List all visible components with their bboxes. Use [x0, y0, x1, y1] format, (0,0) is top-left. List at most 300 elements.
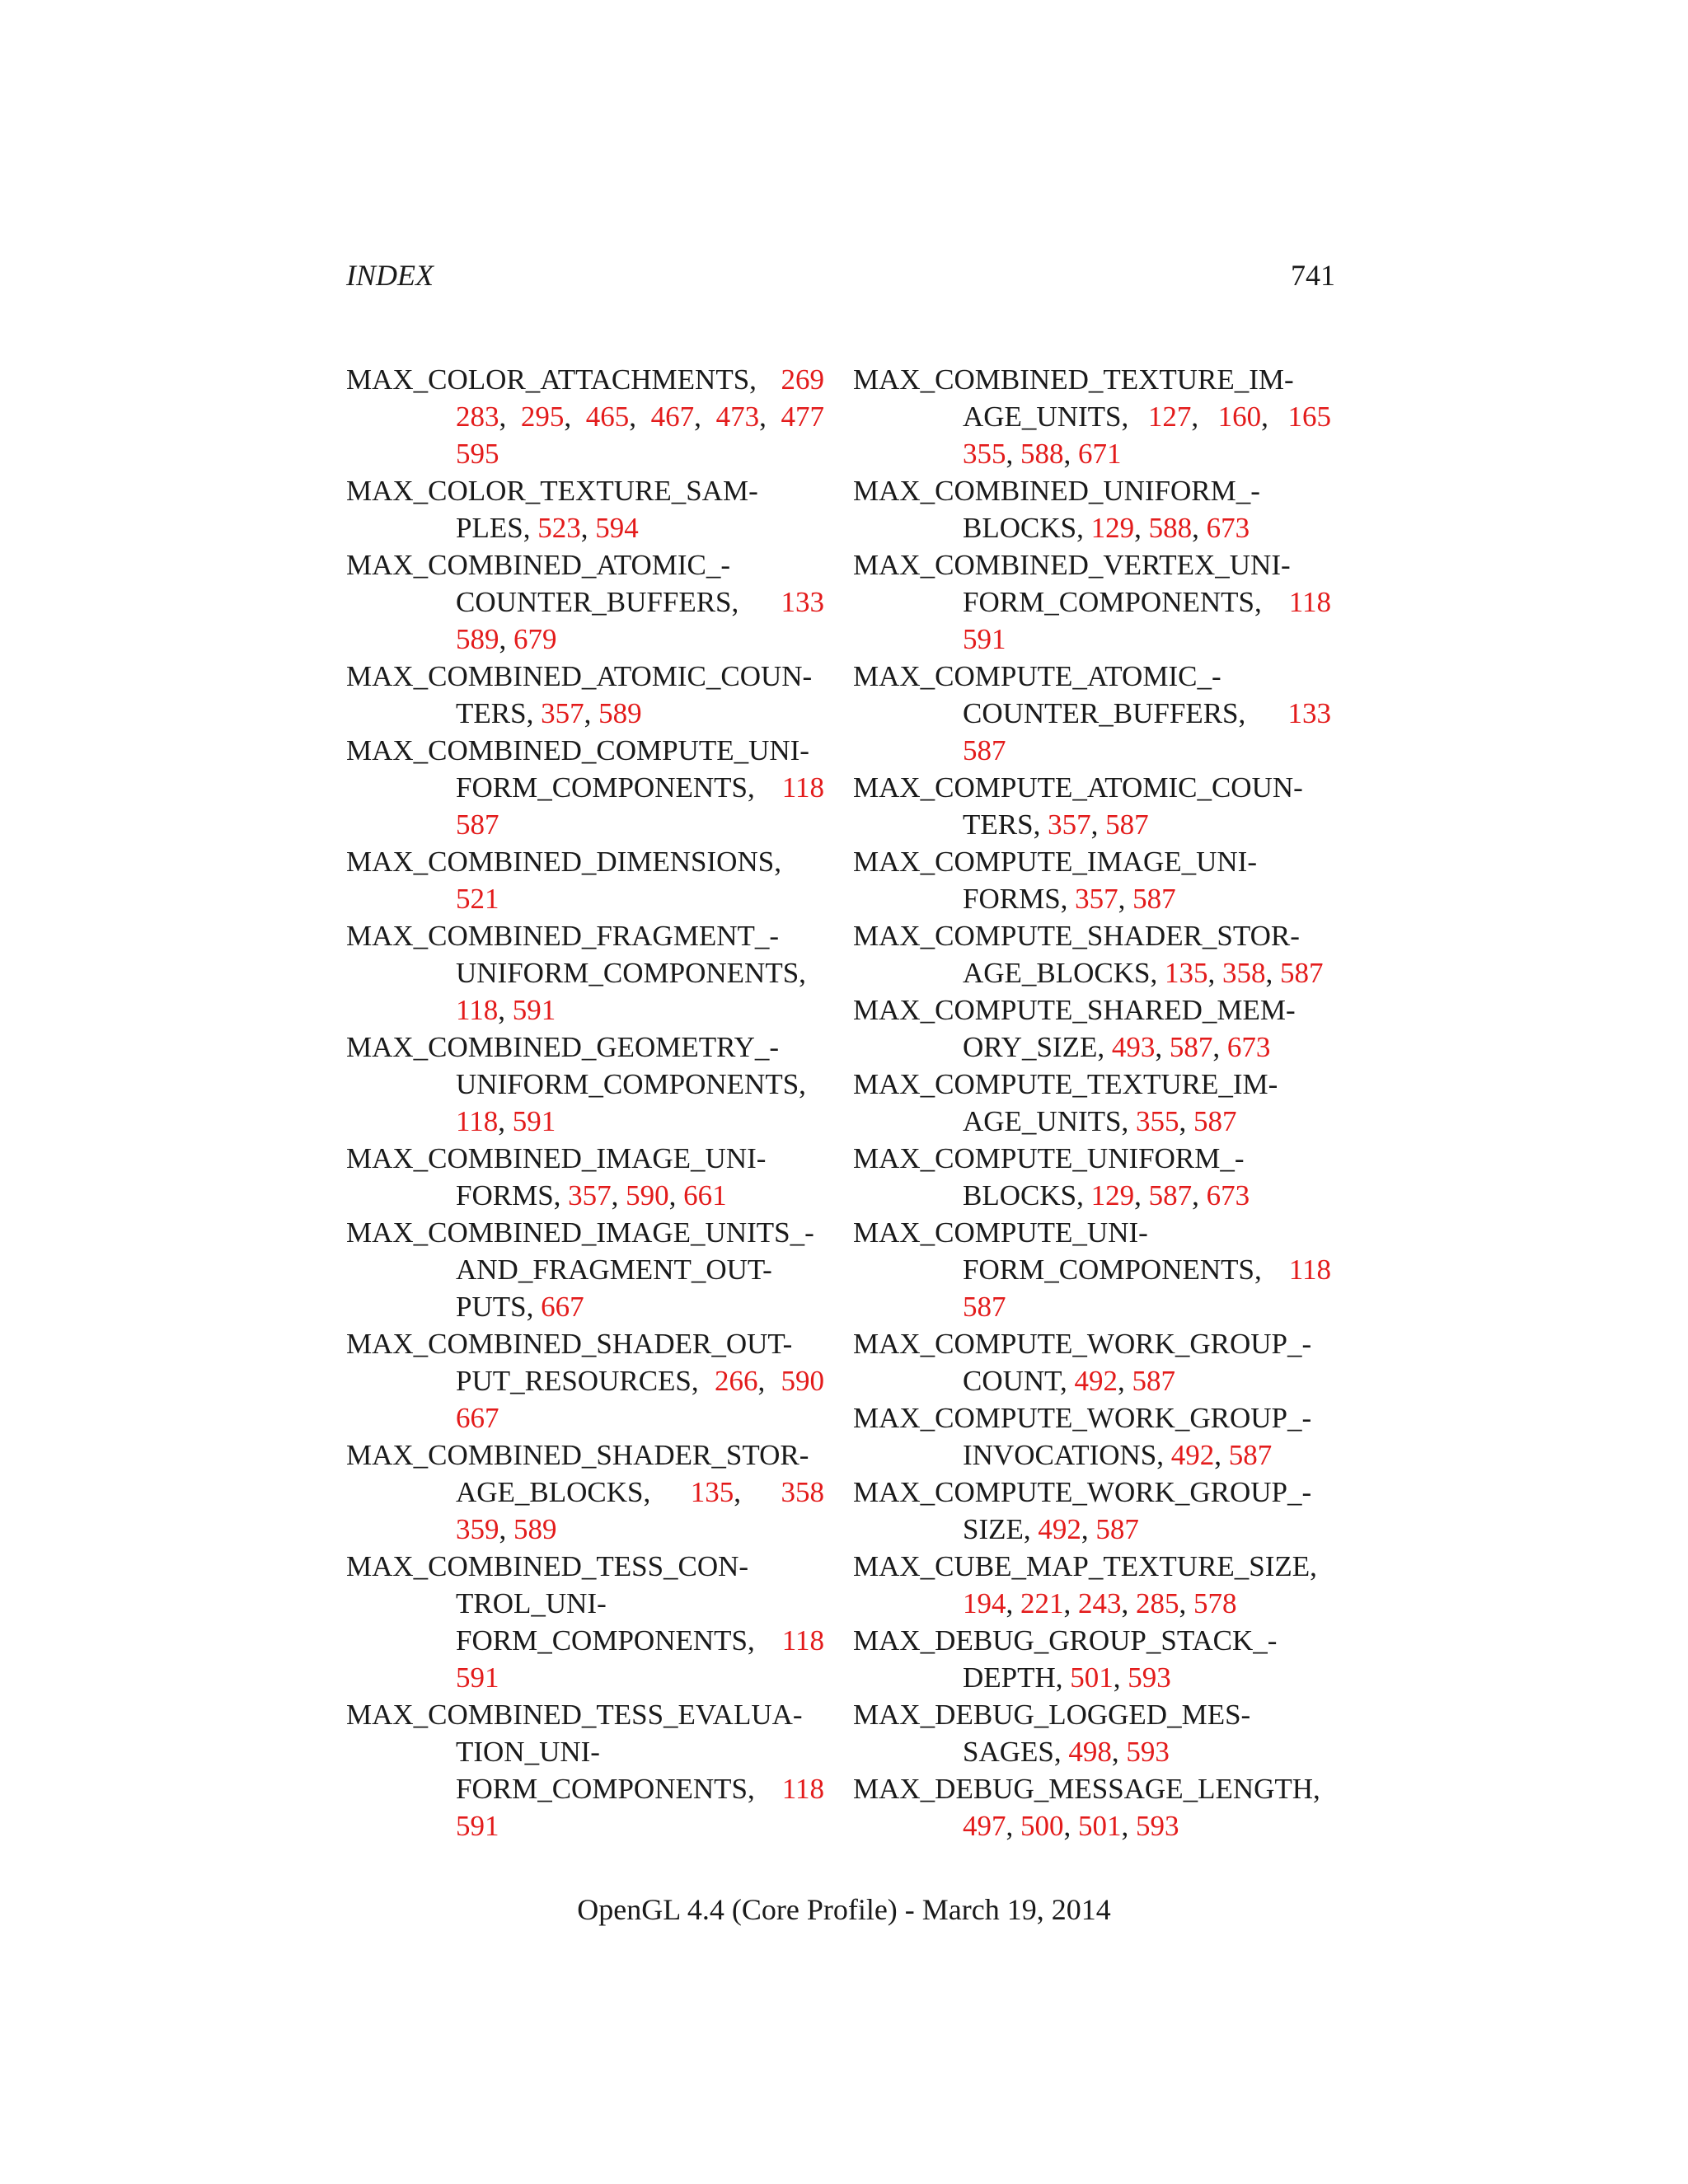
page-ref-item	[456, 1810, 499, 1842]
index-term-text: FORMS,	[456, 1179, 561, 1212]
page-ref-item	[595, 512, 639, 544]
index-term-text: FORM_COMPONENTS,	[963, 1254, 1262, 1286]
page-ref-link[interactable]: 129	[1090, 1179, 1135, 1212]
page-ref-link[interactable]: 118	[456, 994, 499, 1026]
index-term-line	[346, 843, 824, 880]
page-ref-item	[1132, 883, 1176, 915]
page-ref-item	[781, 1362, 825, 1399]
page-ref-item	[963, 1291, 1006, 1323]
index-entry	[346, 1436, 824, 1548]
index-continuation-line	[346, 1362, 824, 1399]
page-ref-link[interactable]: 295	[520, 401, 565, 433]
page-ref-item	[1105, 808, 1149, 841]
page-ref-item: 359,	[456, 1513, 507, 1545]
page-ref-link[interactable]: 358	[1222, 957, 1266, 989]
page-ref-link[interactable]: 593	[1128, 1661, 1171, 1694]
page-ref-link[interactable]: 269	[781, 363, 824, 396]
page-ref-link[interactable]: 588	[1148, 512, 1193, 544]
index-entry	[853, 1770, 1331, 1844]
page-ref-link[interactable]: 477	[781, 401, 824, 433]
index-entry	[853, 472, 1331, 546]
page-ref-link[interactable]: 283	[456, 401, 499, 433]
page-ref-link[interactable]: 221	[1020, 1587, 1064, 1619]
index-continuation-line	[346, 398, 824, 435]
index-term-text: UNIFORM_COMPONENTS,	[456, 1068, 806, 1100]
index-term-line	[346, 1696, 824, 1733]
page-ref-item: 127,	[1147, 401, 1199, 433]
index-term-text: TERS,	[456, 697, 534, 729]
index-term-line	[853, 769, 1331, 806]
page-ref-item: 588,	[1020, 438, 1071, 470]
page-ref-item	[1136, 1810, 1179, 1842]
page-footer: OpenGL 4.4 (Core Profile) - March 19, 2014	[577, 1893, 1111, 1926]
index-term-line	[853, 1696, 1331, 1733]
index-term-line	[346, 917, 824, 954]
index-term-line	[346, 361, 824, 398]
index-continuation-line	[853, 398, 1331, 435]
index-term-text: FORM_COMPONENTS,	[456, 771, 755, 804]
index-term-text: MAX_DEBUG_LOGGED_MES-	[853, 1699, 1251, 1731]
page-ref-link[interactable]: 135	[1165, 957, 1208, 989]
index-entry	[346, 472, 824, 546]
index-entry	[853, 658, 1331, 769]
index-entry	[346, 1325, 824, 1436]
page-ref-item	[1095, 1513, 1139, 1545]
page-ref-link[interactable]: 358	[781, 1476, 824, 1508]
page-ref-link[interactable]: 501	[1070, 1661, 1114, 1694]
running-header-title: INDEX	[346, 259, 434, 292]
index-term-text: TROL_UNI-	[456, 1587, 607, 1619]
page-ref-link[interactable]: 587	[456, 808, 499, 841]
page-ref-link[interactable]: 673	[1206, 1179, 1250, 1212]
page-ref-item: 465,	[585, 401, 637, 433]
page-ref-link[interactable]: 521	[456, 883, 499, 915]
index-column-left	[346, 361, 824, 1844]
page-ref-link[interactable]: 118	[1288, 1254, 1331, 1286]
page-ref-item	[513, 994, 556, 1026]
page-ref-link[interactable]: 500	[1020, 1810, 1064, 1842]
index-term-line	[853, 1770, 1331, 1807]
page-ref-item: 129,	[1090, 512, 1142, 544]
index-continuation-line	[346, 1474, 824, 1511]
page-ref-link[interactable]: 160	[1217, 401, 1262, 433]
index-term-line	[346, 546, 824, 583]
index-term-line	[346, 1029, 824, 1066]
index-continuation-line	[346, 880, 824, 917]
page-ref-item: 467,	[650, 401, 701, 433]
index-term-text: AGE_BLOCKS,	[456, 1476, 651, 1508]
page-ref-link[interactable]: 588	[1020, 438, 1064, 470]
page-ref-item: 588,	[1148, 512, 1199, 544]
page-ref-link[interactable]: 492	[1074, 1365, 1118, 1397]
page-ref-link[interactable]: 589	[456, 623, 499, 655]
index-term-text: DEPTH,	[963, 1661, 1063, 1694]
index-term-line	[853, 1548, 1331, 1585]
page-ref-item: 493,	[1111, 1031, 1163, 1063]
index-entry	[346, 917, 824, 1029]
page-ref-link[interactable]: 133	[781, 586, 824, 618]
page-ref-item: 295,	[520, 401, 572, 433]
page-ref-link[interactable]: 118	[781, 1624, 824, 1657]
page-ref-link[interactable]: 465	[585, 401, 630, 433]
index-term-text: MAX_COMPUTE_ATOMIC_COUN-	[853, 771, 1303, 804]
index-term-text: MAX_COMBINED_COMPUTE_UNI-	[346, 734, 809, 766]
page-ref-item	[781, 1474, 825, 1511]
index-term-text: MAX_COMBINED_TESS_CON-	[346, 1550, 749, 1582]
page-ref-item	[456, 1661, 499, 1694]
page-ref-item	[1227, 1031, 1271, 1063]
page-ref-link[interactable]: 355	[963, 438, 1006, 470]
index-term-text: MAX_COMBINED_TESS_EVALUA-	[346, 1699, 803, 1731]
page-ref-link[interactable]: 591	[963, 623, 1006, 655]
page-ref-link[interactable]: 523	[537, 512, 581, 544]
page-ref-item	[1288, 695, 1332, 732]
index-continuation-line	[346, 1807, 824, 1844]
page-ref-link[interactable]: 587	[963, 1291, 1006, 1323]
page-ref-link[interactable]: 667	[541, 1291, 584, 1323]
index-continuation-line	[853, 435, 1331, 472]
index-continuation-line	[346, 806, 824, 843]
index-entry	[853, 1325, 1331, 1399]
page-ref-link[interactable]: 135	[690, 1476, 734, 1508]
index-entry	[346, 732, 824, 843]
page-ref-item	[541, 1291, 584, 1323]
index-term-line	[853, 1066, 1331, 1103]
page-ref-link[interactable]: 118	[1288, 586, 1331, 618]
page-ref-link[interactable]: 118	[781, 1773, 824, 1805]
index-entry	[853, 1066, 1331, 1140]
index-term-text: MAX_COLOR_TEXTURE_SAM-	[346, 475, 758, 507]
index-continuation-line	[346, 621, 824, 658]
page-ref-link[interactable]: 492	[1038, 1513, 1081, 1545]
index-term-line	[346, 1214, 824, 1251]
index-term-text: AGE_UNITS,	[963, 401, 1129, 433]
index-term-text: FORMS,	[963, 883, 1068, 915]
page-ref-item	[513, 1105, 556, 1137]
page-ref-link[interactable]: 679	[513, 623, 557, 655]
index-entry	[346, 1214, 824, 1325]
index-term-line	[853, 1214, 1331, 1251]
page-ref-item: 358,	[1222, 957, 1273, 989]
index-term-text: MAX_COMBINED_SHADER_STOR-	[346, 1439, 809, 1471]
page-ref-item	[456, 1402, 499, 1434]
index-continuation-line	[853, 1177, 1331, 1214]
index-entry	[853, 991, 1331, 1066]
page-ref-link[interactable]: 587	[1095, 1513, 1139, 1545]
page-ref-link[interactable]: 587	[1280, 957, 1324, 989]
index-term-text: MAX_COMPUTE_UNIFORM_-	[853, 1142, 1245, 1174]
page-ref-item	[1280, 957, 1324, 989]
index-term-line	[853, 546, 1331, 583]
index-term-text: MAX_COMBINED_SHADER_OUT-	[346, 1328, 793, 1360]
page-ref-item	[1207, 1179, 1250, 1212]
index-term-text: BLOCKS,	[963, 1179, 1084, 1212]
index-term-text: INVOCATIONS,	[963, 1439, 1165, 1471]
page-ref-link[interactable]: 591	[456, 1661, 499, 1694]
index-entry	[346, 1696, 824, 1844]
page-ref-link[interactable]: 587	[963, 734, 1006, 766]
page-ref-link[interactable]: 492	[1170, 1439, 1215, 1471]
index-term-line	[853, 658, 1331, 695]
index-term-line	[853, 1140, 1331, 1177]
index-term-line	[853, 1325, 1331, 1362]
page-ref-link[interactable]: 355	[1135, 1105, 1179, 1137]
page-ref-item	[1193, 1105, 1237, 1137]
page-ref-item	[782, 769, 824, 806]
index-entry	[853, 361, 1331, 472]
page-ref-item: 589,	[456, 623, 507, 655]
page-ref-link[interactable]: 357	[1075, 883, 1118, 915]
page-ref-item: 492,	[1038, 1513, 1089, 1545]
index-term-line	[346, 1325, 824, 1362]
page-ref-item	[1078, 438, 1122, 470]
index-term-text: TION_UNI-	[456, 1736, 600, 1768]
index-continuation-line	[346, 1770, 824, 1807]
page-ref-item: 500,	[1020, 1810, 1071, 1842]
index-continuation-line	[346, 1622, 824, 1659]
index-entry	[853, 1696, 1331, 1770]
page-ref-item	[963, 623, 1006, 655]
page-ref-item	[1229, 1439, 1273, 1471]
index-entry	[853, 843, 1331, 917]
page-ref-link[interactable]: 578	[1193, 1587, 1237, 1619]
index-continuation-line	[346, 1177, 824, 1214]
page-ref-item: 243,	[1078, 1587, 1129, 1619]
page-ref-item: 498,	[1068, 1736, 1119, 1768]
index-term-line	[853, 843, 1331, 880]
index-continuation-line	[853, 695, 1331, 732]
page-ref-item: 587,	[1169, 1031, 1221, 1063]
page-ref-item: 492,	[1170, 1439, 1222, 1471]
page-ref-link[interactable]: 501	[1078, 1810, 1122, 1842]
index-continuation-line	[853, 732, 1331, 769]
page-ref-item: 357,	[541, 697, 592, 729]
index-term-text: TERS,	[963, 808, 1041, 841]
page-ref-link[interactable]: 587	[1105, 808, 1149, 841]
page-ref-item: 135,	[690, 1476, 742, 1508]
index-continuation-line	[853, 1288, 1331, 1325]
page-ref-link[interactable]: 595	[456, 438, 499, 470]
index-term-text: MAX_COMBINED_IMAGE_UNI-	[346, 1142, 767, 1174]
page-ref-item	[782, 1622, 824, 1659]
page-ref-link[interactable]: 129	[1090, 512, 1135, 544]
page-ref-item	[1289, 1251, 1331, 1288]
index-continuation-line	[853, 1733, 1331, 1770]
page-ref-link[interactable]: 359	[456, 1513, 499, 1545]
page-ref-link[interactable]: 667	[456, 1402, 499, 1434]
page-ref-link[interactable]: 467	[650, 401, 695, 433]
page-ref-item	[456, 883, 499, 915]
index-term-line	[853, 1399, 1331, 1436]
page-ref-item	[1132, 1365, 1175, 1397]
page-ref-link[interactable]: 473	[715, 401, 760, 433]
page-ref-item: 160,	[1217, 401, 1268, 433]
index-term-line	[853, 1474, 1331, 1511]
index-term-text: MAX_COMBINED_DIMENSIONS,	[346, 846, 781, 878]
index-term-text: MAX_COMPUTE_WORK_GROUP_-	[853, 1328, 1312, 1360]
page-ref-item: 135,	[1165, 957, 1216, 989]
page-ref-link[interactable]: 133	[1287, 697, 1331, 729]
index-continuation-line	[853, 1807, 1331, 1844]
page-ref-item: 590,	[626, 1179, 677, 1212]
page-ref-link[interactable]: 587	[1132, 1365, 1175, 1397]
page-ref-link[interactable]: 661	[683, 1179, 727, 1212]
index-continuation-line	[853, 583, 1331, 621]
index-continuation-line	[346, 695, 824, 732]
index-entry	[346, 658, 824, 732]
page-ref-item	[513, 623, 557, 655]
index-term-text: UNIFORM_COMPONENTS,	[456, 957, 806, 989]
page-ref-item: 194,	[963, 1587, 1014, 1619]
index-term-text: COUNT,	[963, 1365, 1067, 1397]
page-ref-item: 501,	[1078, 1810, 1129, 1842]
index-term-text: MAX_COMPUTE_UNI-	[853, 1216, 1148, 1249]
index-term-text: MAX_COMBINED_ATOMIC_-	[346, 549, 731, 581]
page-ref-link[interactable]: 590	[781, 1365, 824, 1397]
index-term-text: MAX_DEBUG_GROUP_STACK_-	[853, 1624, 1278, 1657]
page-ref-item	[1126, 1736, 1170, 1768]
page-ref-item: 587,	[1148, 1179, 1199, 1212]
index-term-text: MAX_DEBUG_MESSAGE_LENGTH,	[853, 1773, 1320, 1805]
page-ref-link[interactable]: 591	[512, 994, 556, 1026]
index-continuation-line	[853, 806, 1331, 843]
page-ref-link[interactable]: 243	[1078, 1587, 1122, 1619]
index-term-text: MAX_COMPUTE_SHADER_STOR-	[853, 920, 1300, 952]
page-ref-link[interactable]: 591	[512, 1105, 556, 1137]
index-continuation-line	[853, 1029, 1331, 1066]
index-continuation-line	[346, 1066, 824, 1103]
page-ref-item	[1128, 1661, 1171, 1694]
page-ref-link[interactable]: 587	[1132, 883, 1176, 915]
page-ref-item	[781, 398, 824, 435]
page-ref-link[interactable]: 357	[1048, 808, 1091, 841]
index-term-text: MAX_CUBE_MAP_TEXTURE_SIZE,	[853, 1550, 1317, 1582]
page-ref-link[interactable]: 118	[456, 1105, 499, 1137]
index-term-text: BLOCKS,	[963, 512, 1084, 544]
page-ref-link[interactable]: 673	[1206, 512, 1250, 544]
index-term-text: MAX_COMBINED_FRAGMENT_-	[346, 920, 780, 952]
index-continuation-line	[853, 1659, 1331, 1696]
index-term-text: PLES,	[456, 512, 531, 544]
page-ref-link[interactable]: 671	[1078, 438, 1122, 470]
page-ref-link[interactable]: 493	[1111, 1031, 1156, 1063]
page-ref-item: 129,	[1090, 1179, 1142, 1212]
index-continuation-line	[853, 1585, 1331, 1622]
page-ref-link[interactable]: 587	[1169, 1031, 1213, 1063]
index-term-text: ORY_SIZE,	[963, 1031, 1105, 1063]
page-ref-link[interactable]: 357	[568, 1179, 612, 1212]
index-term-line	[853, 991, 1331, 1029]
index-term-text: FORM_COMPONENTS,	[963, 586, 1262, 618]
page-ref-link[interactable]: 594	[595, 512, 639, 544]
index-term-line	[346, 1548, 824, 1585]
page-ref-item: 357,	[1075, 883, 1126, 915]
index-continuation-line	[346, 991, 824, 1029]
index-continuation-line	[853, 1251, 1331, 1288]
index-term-text: MAX_COMPUTE_ATOMIC_-	[853, 660, 1221, 692]
page-ref-item	[1193, 1587, 1237, 1619]
page-ref-link[interactable]: 591	[456, 1810, 499, 1842]
page-ref-link[interactable]: 593	[1126, 1736, 1170, 1768]
page-ref-item: 357,	[568, 1179, 619, 1212]
page-ref-item: 473,	[715, 401, 767, 433]
page-ref-link[interactable]: 590	[626, 1179, 669, 1212]
index-continuation-line	[346, 1659, 824, 1696]
page-ref-link[interactable]: 593	[1136, 1810, 1179, 1842]
index-continuation-line	[853, 1436, 1331, 1474]
index-entry	[346, 1548, 824, 1696]
page-ref-link[interactable]: 498	[1068, 1736, 1112, 1768]
index-continuation-line	[853, 621, 1331, 658]
page-ref-link[interactable]: 587	[1228, 1439, 1273, 1471]
page-ref-item	[782, 1770, 824, 1807]
page-number: 741	[1291, 259, 1335, 292]
page-ref-item: 355,	[963, 438, 1014, 470]
index-term-line	[853, 361, 1331, 398]
index-term-text: MAX_COMPUTE_SHARED_MEM-	[853, 994, 1296, 1026]
page-ref-link[interactable]: 497	[963, 1810, 1006, 1842]
page-ref-link[interactable]: 118	[781, 771, 824, 804]
index-term-text: MAX_COMBINED_VERTEX_UNI-	[853, 549, 1291, 581]
index-entry	[853, 917, 1331, 991]
index-entry	[346, 546, 824, 658]
index-term-text: AND_FRAGMENT_OUT-	[456, 1254, 772, 1286]
index-term-text: COUNTER_BUFFERS,	[456, 586, 739, 618]
page-ref-link[interactable]: 587	[1193, 1105, 1237, 1137]
index-term-line	[853, 917, 1331, 954]
index-term-text: MAX_COMPUTE_WORK_GROUP_-	[853, 1402, 1312, 1434]
index-continuation-line	[346, 1511, 824, 1548]
page-ref-link[interactable]: 266	[714, 1365, 758, 1397]
page-ref-link[interactable]: 165	[1287, 401, 1331, 433]
index-continuation-line	[853, 1511, 1331, 1548]
index-continuation-line	[853, 880, 1331, 917]
page-ref-link[interactable]: 589	[513, 1513, 557, 1545]
index-term-text: FORM_COMPONENTS,	[456, 1773, 755, 1805]
index-continuation-line	[346, 435, 824, 472]
page-ref-link[interactable]: 357	[541, 697, 584, 729]
index-continuation-line	[346, 1733, 824, 1770]
page-ref-item: 266,	[714, 1365, 766, 1397]
page-ref-link[interactable]: 673	[1226, 1031, 1271, 1063]
index-term-text: MAX_COMBINED_IMAGE_UNITS_-	[346, 1216, 814, 1249]
index-column-right	[853, 361, 1331, 1844]
page-ref-item	[683, 1179, 727, 1212]
page-ref-item: 118,	[456, 994, 505, 1026]
page-ref-item: 355,	[1135, 1105, 1187, 1137]
index-term-text: MAX_COMPUTE_IMAGE_UNI-	[853, 846, 1257, 878]
index-continuation-line	[346, 1399, 824, 1436]
index-entry	[853, 1548, 1331, 1622]
page-ref-item: 492,	[1074, 1365, 1125, 1397]
page-ref-link[interactable]: 127	[1147, 401, 1192, 433]
page-ref-item: 501,	[1070, 1661, 1121, 1694]
page-ref-link[interactable]: 194	[963, 1587, 1006, 1619]
index-term-text: SIZE,	[963, 1513, 1031, 1545]
page-ref-item: 118,	[456, 1105, 505, 1137]
page-ref-item: 497,	[963, 1810, 1014, 1842]
index-term-text: MAX_COMBINED_ATOMIC_COUN-	[346, 660, 813, 692]
page-ref-link[interactable]: 587	[1148, 1179, 1193, 1212]
page-ref-link[interactable]: 285	[1136, 1587, 1179, 1619]
index-entry	[853, 1399, 1331, 1474]
index-term-text: MAX_COMBINED_TEXTURE_IM-	[853, 363, 1294, 396]
index-term-line	[346, 472, 824, 509]
index-entry	[346, 1029, 824, 1140]
page-ref-item: 357,	[1048, 808, 1099, 841]
page-ref-item	[1207, 512, 1250, 544]
page-ref-link[interactable]: 589	[598, 697, 642, 729]
